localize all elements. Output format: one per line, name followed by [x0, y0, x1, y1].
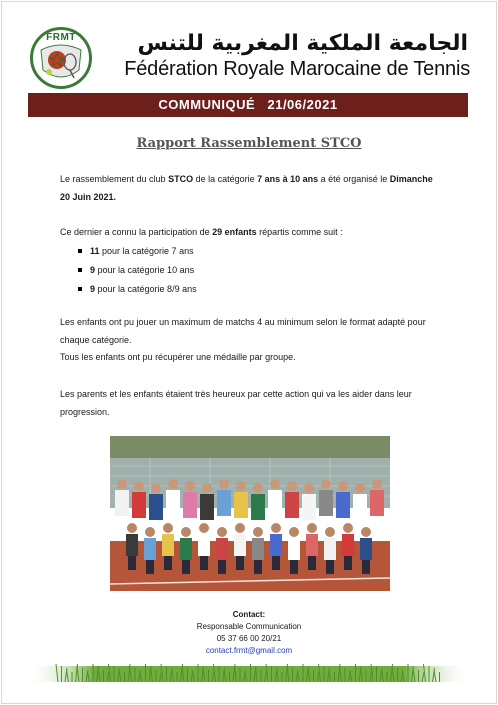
child-figure	[162, 534, 174, 556]
child-figure	[180, 538, 192, 560]
bullet-icon	[78, 249, 82, 253]
list-item-text: pour la catégorie 10 ans	[95, 265, 195, 275]
person-figure	[370, 490, 384, 516]
person-figure	[270, 479, 280, 489]
contact-role: Responsable Communication	[196, 622, 302, 631]
child-figure	[360, 538, 372, 560]
person-figure	[234, 492, 248, 518]
child-figure	[217, 527, 227, 537]
child-figure	[343, 523, 353, 533]
paragraph-intro	[60, 170, 440, 206]
child-figure	[127, 523, 137, 533]
list-item	[78, 242, 197, 261]
person-figure	[168, 479, 178, 489]
document-title: Rapport Rassemblement STCO	[136, 136, 362, 151]
child-figure	[199, 523, 209, 533]
frmt-logo	[30, 27, 92, 89]
bullet-icon	[78, 268, 82, 272]
person-figure	[115, 490, 129, 516]
person-figure	[166, 490, 180, 516]
child-figure	[361, 527, 371, 537]
person-figure	[353, 494, 367, 520]
person-figure	[134, 481, 144, 491]
person-figure	[338, 481, 348, 491]
child-figure	[342, 534, 354, 556]
person-figure	[253, 483, 263, 493]
federation-title-arabic: الجامعة الملكية المغربية للتنس	[137, 31, 468, 56]
group-photo	[110, 436, 390, 591]
child-figure	[326, 560, 334, 574]
child-figure	[126, 534, 138, 556]
child-figure	[182, 560, 190, 574]
child-figure	[218, 560, 226, 574]
child-figure	[163, 523, 173, 533]
person-figure	[336, 492, 350, 518]
child-figure	[308, 556, 316, 570]
list-item-text: pour la catégorie 8/9 ans	[95, 284, 197, 294]
person-figure	[185, 481, 195, 491]
person-figure	[200, 494, 214, 520]
list-item-text: pour la catégorie 7 ans	[99, 246, 194, 256]
text-segment: Ce dernier a connu la participation de	[60, 227, 213, 237]
person-figure	[236, 481, 246, 491]
child-figure	[290, 560, 298, 574]
child-figure	[253, 527, 263, 537]
age-category: 7 ans à 10 ans	[257, 174, 319, 184]
person-figure	[304, 483, 314, 493]
person-figure	[321, 479, 331, 489]
contact-block	[0, 609, 498, 657]
text-segment: répartis comme suit :	[256, 227, 343, 237]
person-figure	[251, 494, 265, 520]
person-figure	[149, 494, 163, 520]
text-segment: Le rassemblement du club	[60, 174, 169, 184]
text-segment: a été organisé le	[318, 174, 390, 184]
federation-title-french: Fédération Royale Marocaine de Tennis	[124, 58, 470, 80]
event-day: Dimanche	[389, 174, 433, 184]
child-figure	[234, 534, 246, 556]
participant-count: 29 enfants	[212, 227, 257, 237]
contact-email-link[interactable]: contact.frmt@gmail.com	[205, 646, 293, 655]
text-line: progression.	[60, 407, 110, 417]
child-figure	[307, 523, 317, 533]
child-figure	[198, 534, 210, 556]
person-figure	[151, 483, 161, 493]
list-item	[78, 280, 197, 299]
contact-label: Contact:	[232, 610, 266, 619]
list-item-count: 11	[90, 246, 100, 256]
child-figure	[252, 538, 264, 560]
grass-footer-decoration	[28, 660, 470, 682]
paragraph-medals: Tous les enfants ont pu récupérer une médaille par groupe.	[60, 352, 296, 362]
child-figure	[324, 538, 336, 560]
child-figure	[254, 560, 262, 574]
child-figure	[236, 556, 244, 570]
list-item	[78, 261, 197, 280]
club-name: STCO	[168, 174, 194, 184]
text-line: Les enfants ont pu jouer un maximum de matchs 4 au minimum selon le format adapté pour	[60, 317, 426, 327]
person-figure	[217, 490, 231, 516]
child-figure	[128, 556, 136, 570]
child-figure	[271, 523, 281, 533]
text-line: Les parents et les enfants étaient très heureux par cette action qui va les aider dans leur	[60, 389, 412, 399]
banner-label: COMMUNIQUÉ	[158, 97, 256, 112]
person-figure	[372, 479, 382, 489]
person-figure	[132, 492, 146, 518]
child-figure	[181, 527, 191, 537]
child-figure	[145, 527, 155, 537]
person-figure	[183, 492, 197, 518]
child-figure	[270, 534, 282, 556]
person-figure	[355, 483, 365, 493]
event-date: 20 Juin 2021.	[60, 192, 117, 202]
category-list	[78, 242, 197, 299]
child-figure	[325, 527, 335, 537]
paragraph-matches	[60, 313, 440, 349]
contact-phone: 05 37 66 00 20/21	[216, 634, 282, 643]
person-figure	[202, 483, 212, 493]
list-item-count: 9	[90, 265, 96, 275]
banner-date: 21/06/2021	[267, 97, 338, 112]
person-figure	[285, 492, 299, 518]
list-item-count: 9	[90, 284, 96, 294]
person-figure	[219, 479, 229, 489]
child-figure	[272, 556, 280, 570]
child-figure	[200, 556, 208, 570]
communique-banner	[28, 93, 468, 117]
child-figure	[288, 538, 300, 560]
paragraph-conclusion	[60, 385, 440, 421]
person-figure	[302, 494, 316, 520]
child-figure	[216, 538, 228, 560]
logo-text: FRMT	[46, 32, 76, 43]
person-figure	[117, 479, 127, 489]
child-figure	[144, 538, 156, 560]
child-figure	[344, 556, 352, 570]
person-figure	[287, 481, 297, 491]
child-figure	[146, 560, 154, 574]
child-figure	[289, 527, 299, 537]
child-figure	[306, 534, 318, 556]
bullet-icon	[78, 287, 82, 291]
child-figure	[235, 523, 245, 533]
person-figure	[319, 490, 333, 516]
text-line: chaque catégorie.	[60, 335, 132, 345]
text-segment: de la catégorie	[193, 174, 258, 184]
child-figure	[164, 556, 172, 570]
person-figure	[268, 490, 282, 516]
paragraph-participation	[60, 223, 440, 241]
child-figure	[362, 560, 370, 574]
